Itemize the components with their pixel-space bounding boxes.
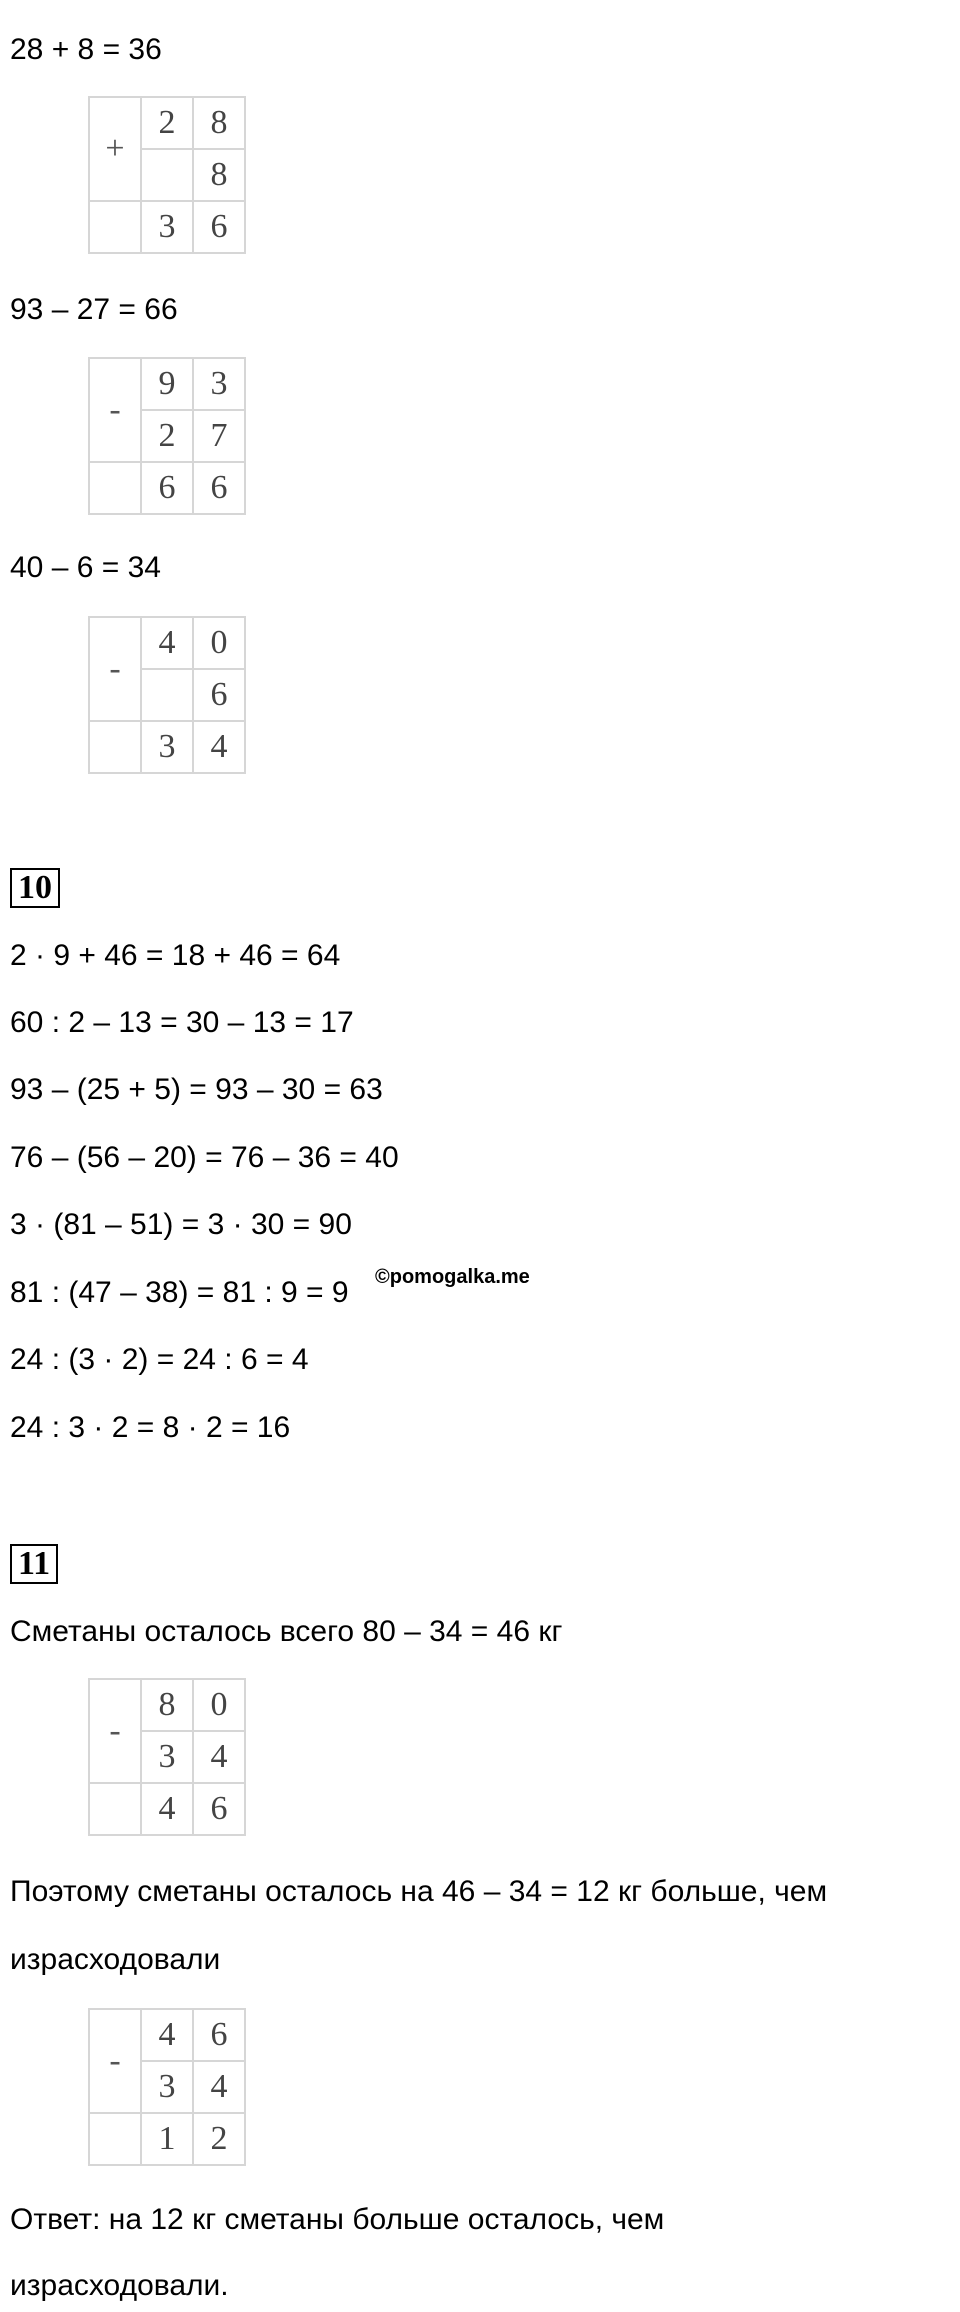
digit-cell: 6 [193,669,245,721]
equation-line: 24 : 3 · 2 = 8 · 2 = 16 [10,1411,291,1444]
digit-cell: 3 [141,2061,193,2113]
result-digit-cell: 1 [141,2113,193,2165]
operator-sign: + [89,97,141,201]
equation-line: 28 + 8 = 36 [10,33,162,66]
task-number-10: 10 [10,868,60,908]
digit-cell: 4 [193,1731,245,1783]
empty-cell [89,2113,141,2165]
digit-cell: 8 [193,149,245,201]
digit-cell: 8 [193,97,245,149]
digit-cell: 2 [141,97,193,149]
column-subtraction [88,2008,246,2166]
digit-cell: 4 [141,2009,193,2061]
result-digit-cell: 3 [141,201,193,253]
digit-cell: 3 [141,1731,193,1783]
result-digit-cell: 6 [193,1783,245,1835]
column-subtraction [88,1678,246,1836]
task-number-11: 11 [10,1544,58,1584]
equation-line: 3 · (81 – 51) = 3 · 30 = 90 [10,1208,352,1241]
digit-cell: 0 [193,1679,245,1731]
empty-cell [89,201,141,253]
text-line: Сметаны осталось всего 80 – 34 = 46 кг [10,1615,563,1648]
equation-line: 60 : 2 – 13 = 30 – 13 = 17 [10,1006,354,1039]
digit-cell: 6 [193,2009,245,2061]
operator-sign: - [89,1679,141,1783]
result-digit-cell: 6 [193,462,245,514]
text-line: израсходовали [10,1943,221,1976]
result-digit-cell: 2 [193,2113,245,2165]
operator-sign: - [89,358,141,462]
empty-cell [89,1783,141,1835]
operator-sign: - [89,2009,141,2113]
result-digit-cell: 4 [141,1783,193,1835]
equation-line: 93 – (25 + 5) = 93 – 30 = 63 [10,1073,383,1106]
digit-cell: 8 [141,1679,193,1731]
digit-cell [141,669,193,721]
digit-cell: 9 [141,358,193,410]
watermark: ©pomogalka.me [375,1266,530,1288]
equation-line: 2 · 9 + 46 = 18 + 46 = 64 [10,939,341,972]
result-digit-cell: 6 [141,462,193,514]
operator-sign: - [89,617,141,721]
digit-cell: 3 [193,358,245,410]
digit-cell [141,149,193,201]
text-line: Поэтому сметаны осталось на 46 – 34 = 12 кг больше, чем [10,1875,828,1908]
empty-cell [89,721,141,773]
empty-cell [89,462,141,514]
column-subtraction [88,357,246,515]
digit-cell: 4 [193,2061,245,2113]
result-digit-cell: 3 [141,721,193,773]
answer-line: Ответ: на 12 кг сметаны больше осталось, чем [10,2203,665,2236]
equation-line: 24 : (3 · 2) = 24 : 6 = 4 [10,1343,309,1376]
digit-cell: 0 [193,617,245,669]
column-subtraction [88,616,246,774]
equation-line: 93 – 27 = 66 [10,293,178,326]
equation-line: 40 – 6 = 34 [10,551,161,584]
result-digit-cell: 4 [193,721,245,773]
digit-cell: 2 [141,410,193,462]
result-digit-cell: 6 [193,201,245,253]
equation-line: 76 – (56 – 20) = 76 – 36 = 40 [10,1141,399,1174]
answer-line: израсходовали. [10,2269,229,2302]
digit-cell: 4 [141,617,193,669]
equation-line: 81 : (47 – 38) = 81 : 9 = 9 [10,1276,349,1309]
digit-cell: 7 [193,410,245,462]
column-addition [88,96,246,254]
